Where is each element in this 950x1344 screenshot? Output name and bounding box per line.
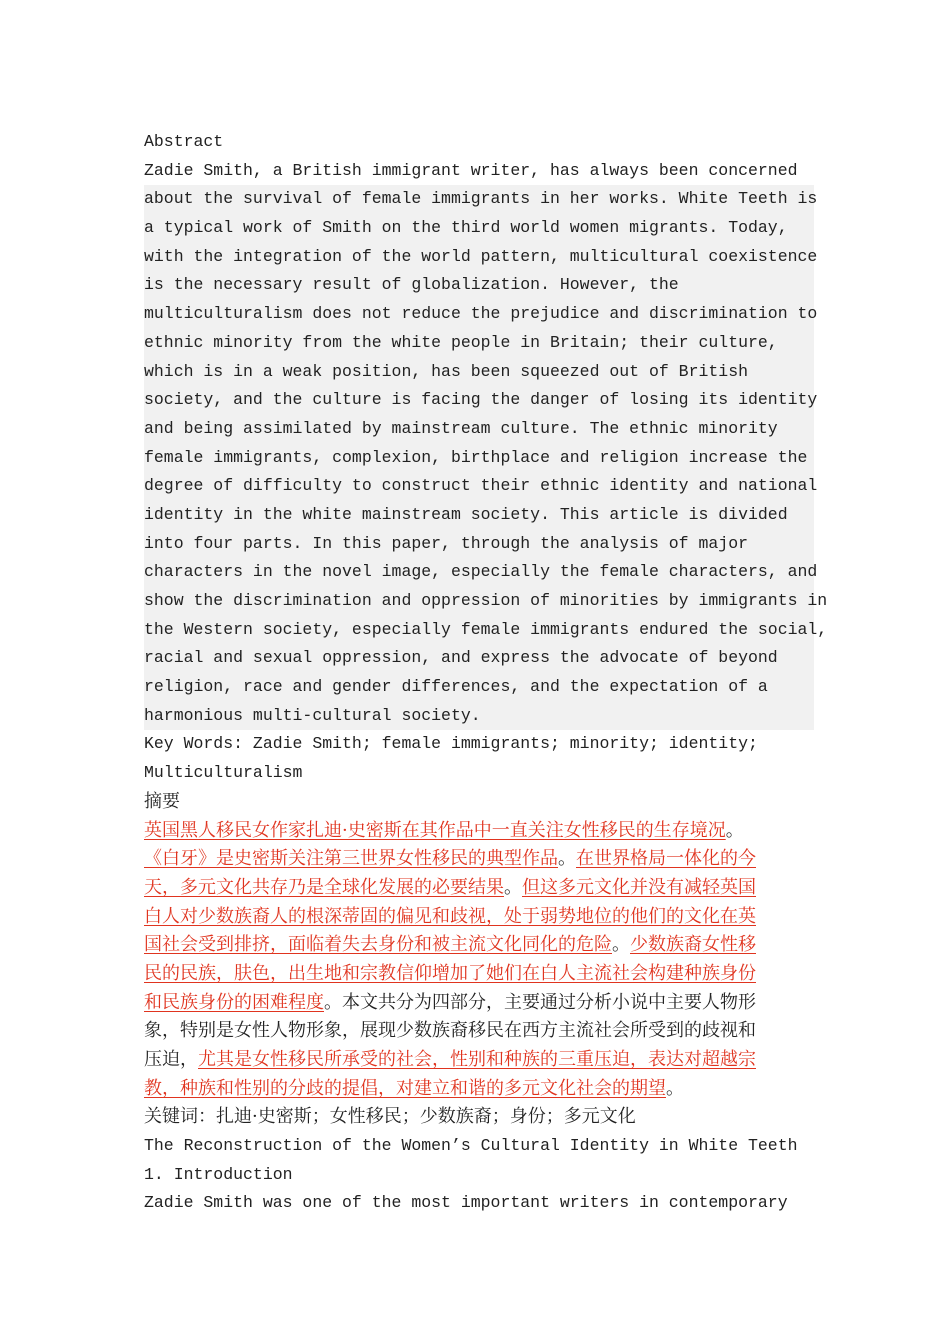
zh-abstract-line xyxy=(144,931,814,960)
abstract-line: a typical work of Smith on the third world women migrants. Today, xyxy=(144,214,814,243)
keywords-line: Key Words: Zadie Smith; female immigrants; minority; identity; xyxy=(144,734,758,754)
highlighted-text: 国社会受到排挤，面临着失去身份和被主流文化同化的危险 xyxy=(144,934,612,956)
zh-abstract-line xyxy=(144,989,814,1018)
abstract-line: society, and the culture is facing the danger of losing its identity xyxy=(144,386,814,415)
plain-text: 。 xyxy=(666,1077,684,1099)
abstract-line: the Western society, especially female immigrants endured the social, xyxy=(144,616,814,645)
plain-text: 。本文共分为四部分，主要通过分析小说中主要人物形 xyxy=(324,991,756,1013)
zh-abstract-line xyxy=(144,960,814,989)
abstract-line: racial and sexual oppression, and express the advocate of beyond xyxy=(144,644,814,673)
section-heading: 1. Introduction xyxy=(144,1164,293,1184)
highlighted-text: 少数族裔女性移 xyxy=(630,934,756,956)
highlighted-text: 尤其是女性移民所承受的社会，性别和种族的三重压迫，表达对超越宗 xyxy=(198,1049,756,1070)
plain-text: 。 xyxy=(612,934,630,956)
zh-abstract-heading: 摘要 xyxy=(144,790,180,812)
zh-abstract-line xyxy=(144,874,814,903)
document-content xyxy=(144,128,828,1218)
abstract-line: and being assimilated by mainstream culture. The ethnic minority xyxy=(144,415,814,444)
abstract-line: religion, race and gender differences, and the expectation of a xyxy=(144,673,814,702)
abstract-line: degree of difficulty to construct their ethnic identity and national xyxy=(144,472,814,501)
abstract-line: multiculturalism does not reduce the prejudice and discrimination to xyxy=(144,300,814,329)
abstract-line: about the survival of female immigrants in her works. White Teeth is xyxy=(144,185,814,214)
abstract-line: show the discrimination and oppression of minorities by immigrants in xyxy=(144,587,814,616)
highlighted-text: 在世界格局一体化的今 xyxy=(576,848,756,870)
highlighted-text: 教，种族和性别的分歧的提倡，对建立和谐的多元文化社会的期望 xyxy=(144,1077,666,1099)
abstract-line: which is in a weak position, has been squeezed out of British xyxy=(144,358,814,387)
plain-text: 。 xyxy=(504,876,522,898)
zh-abstract-line xyxy=(144,903,814,932)
abstract-line: with the integration of the world pattern, multicultural coexistence xyxy=(144,243,814,272)
highlighted-text: 和民族身份的困难程度 xyxy=(144,991,324,1013)
highlighted-text: 英国黑人移民女作家扎迪·史密斯在其作品中一直关注女性移民的生存境况 xyxy=(144,819,726,841)
abstract-line: characters in the novel image, especially the female characters, and xyxy=(144,558,814,587)
keywords-line: Multiculturalism xyxy=(144,763,303,783)
zh-abstract-line xyxy=(144,1017,814,1046)
zh-abstract-line xyxy=(144,817,814,846)
abstract-heading: Abstract xyxy=(144,132,224,151)
zh-abstract-line xyxy=(144,1075,814,1104)
abstract-line: female immigrants, complexion, birthplace and religion increase the xyxy=(144,444,814,473)
abstract-line: identity in the white mainstream society. This article is divided xyxy=(144,501,814,530)
zh-keywords-line: 关键词：扎迪·史密斯；女性移民；少数族裔；身份；多元文化 xyxy=(144,1106,636,1128)
plain-text: 。 xyxy=(725,819,744,841)
highlighted-text: 民的民族，肤色，出生地和宗教信仰增加了她们在白人主流社会构建种族身份 xyxy=(144,962,756,984)
abstract-line: harmonious multi-cultural society. xyxy=(144,702,814,731)
plain-text: 压迫， xyxy=(144,1049,198,1070)
highlighted-text: 《白牙》是史密斯关注第三世界女性移民的典型作品 xyxy=(144,848,558,870)
abstract-line: Zadie Smith, a British immigrant writer, has always been concerned xyxy=(144,160,798,180)
paper-title: The Reconstruction of the Women’s Cultural Identity in White Teeth xyxy=(144,1136,798,1156)
highlighted-text: 天，多元文化共存乃是全球化发展的必要结果 xyxy=(144,876,504,898)
body-line: Zadie Smith was one of the most important writers in contemporary xyxy=(144,1193,788,1213)
plain-text: 。 xyxy=(558,848,576,870)
abstract-line: is the necessary result of globalization. However, the xyxy=(144,271,814,300)
plain-text: 象，特别是女性人物形象，展现少数族裔移民在西方主流社会所受到的歧视和 xyxy=(144,1020,756,1042)
highlighted-text: 但这多元文化并没有减轻英国 xyxy=(522,876,756,898)
abstract-line: into four parts. In this paper, through the analysis of major xyxy=(144,530,814,559)
zh-abstract-line xyxy=(144,1046,814,1075)
zh-abstract-line xyxy=(144,845,814,874)
highlighted-text: 白人对少数族裔人的根深蒂固的偏见和歧视，处于弱势地位的他们的文化在英 xyxy=(144,905,756,927)
abstract-line: ethnic minority from the white people in Britain; their culture, xyxy=(144,329,814,358)
